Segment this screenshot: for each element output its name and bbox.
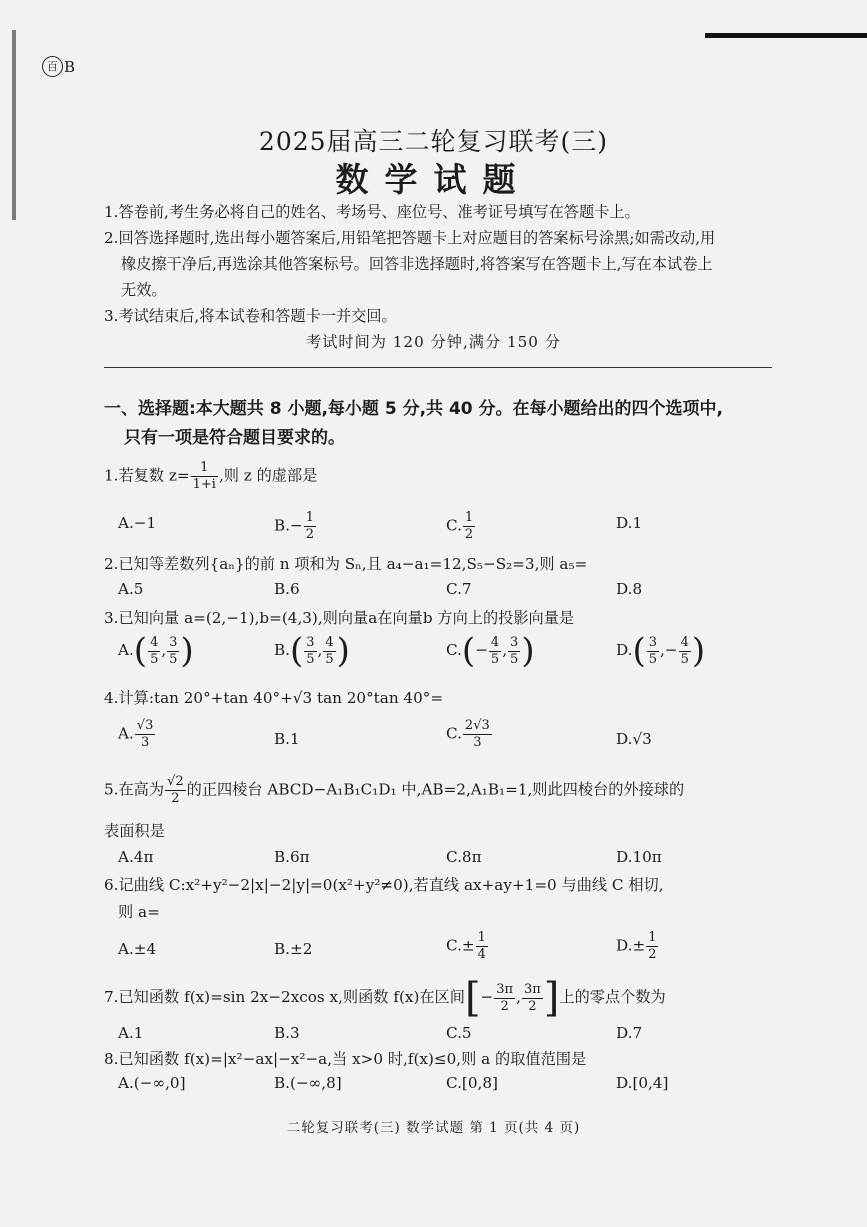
option-a[interactable]: A.±4: [118, 940, 157, 958]
question-4: 4.计算:tan 20°+tan 40°+√3 tan 20°tan 40°=: [104, 689, 444, 707]
scan-edge-top: [705, 33, 867, 38]
question-5: 5.在高为 $\frac{√2}{2}$ 的正四棱台 ABCD−A₁B₁C₁D₁ 中,AB=2,A₁B₁=1,则此四棱台的外接球的: [104, 774, 685, 806]
option-d[interactable]: D.√3: [616, 730, 652, 748]
instruction-2-end: 无效。: [121, 281, 167, 299]
option-b[interactable]: B.(−∞,8]: [274, 1074, 342, 1092]
option-d[interactable]: D.1: [616, 514, 643, 532]
instruction-2: 2.回答选择题时,选出每小题答案后,用铅笔把答题卡上对应题目的答案标号涂黑;如需改动,用: [104, 229, 716, 247]
option-b[interactable]: B.6π: [274, 848, 310, 866]
option-b[interactable]: B.6: [274, 580, 300, 598]
question-8: 8.已知函数 f(x)=|x²−ax|−x²−a,当 x>0 时,f(x)≤0,则 a 的取值范围是: [104, 1050, 587, 1068]
option-b[interactable]: B.3: [274, 1024, 300, 1042]
option-d[interactable]: D.[0,4]: [616, 1074, 669, 1092]
section-heading: [104, 395, 784, 453]
option-a[interactable]: A.4π: [118, 848, 154, 866]
option-c[interactable]: C.5: [446, 1024, 472, 1042]
option-d[interactable]: D.10π: [616, 848, 662, 866]
exam-subject: 数学试题: [335, 160, 532, 199]
divider: [104, 367, 772, 368]
option-a[interactable]: A. $\frac{√3}{3}$: [118, 718, 154, 750]
question-5-cont: 表面积是: [104, 822, 165, 840]
version-badge: [42, 56, 75, 77]
option-d[interactable]: D.± $\frac{1}{2}$: [616, 930, 657, 962]
option-b[interactable]: B.− $\frac{1}{2}$: [274, 510, 314, 542]
question-3: 3.已知向量 a=(2,−1),b=(4,3),则向量a在向量b 方向上的投影向量是: [104, 609, 575, 627]
question-7: 7.已知函数 f(x)=sin 2x−2xcos x,则函数 f(x)在区间[− $\frac{3\pi}{2}$ , $\frac{3\pi}{2}$ ]上的零点个数为: [104, 975, 666, 1021]
instruction-2-cont: 橡皮擦干净后,再选涂其他答案标号。回答非选择题时,将答案写在答题卡上,写在本试卷上: [121, 255, 713, 273]
option-c[interactable]: C. $\frac{2√3}{3}$: [446, 718, 490, 750]
option-c[interactable]: C.8π: [446, 848, 482, 866]
option-b[interactable]: B.( $\frac{3}{5}$ , $\frac{4}{5}$ ): [274, 631, 350, 671]
question-1: 1.若复数 z= $\frac{1}{1+i}$ ,则 z 的虚部是: [104, 460, 318, 492]
question-6: 6.记曲线 C:x²+y²−2|x|−2|y|=0(x²+y²≠0),若直线 ax+ay+1=0 与曲线 C 相切,: [104, 876, 664, 894]
circle-mark-icon: 百: [42, 56, 63, 77]
instructions: [104, 199, 784, 329]
option-a[interactable]: A.( $\frac{4}{5}$ , $\frac{3}{5}$ ): [118, 631, 194, 671]
option-c[interactable]: C.(− $\frac{4}{5}$ , $\frac{3}{5}$ ): [446, 631, 535, 671]
option-a[interactable]: A.1: [118, 1024, 144, 1042]
option-c[interactable]: C.[0,8]: [446, 1074, 498, 1092]
question-2: 2.已知等差数列{aₙ}的前 n 项和为 Sₙ,且 a₄−a₁=12,S₅−S₂=3,则 a₅=: [104, 555, 588, 573]
fraction: $\frac{1}{1+i}$: [192, 460, 216, 492]
version-letter: B: [64, 57, 76, 76]
option-d[interactable]: D.7: [616, 1024, 643, 1042]
section-line-2: 只有一项是符合题目要求的。: [124, 428, 345, 448]
option-c[interactable]: C.7: [446, 580, 472, 598]
option-b[interactable]: B.±2: [274, 940, 313, 958]
exam-title: 2025届高三二轮复习联考(三): [258, 127, 609, 156]
option-d[interactable]: D.( $\frac{3}{5}$ ,− $\frac{4}{5}$ ): [616, 631, 706, 671]
exam-time: 考试时间为 120 分钟,满分 150 分: [306, 333, 561, 351]
option-a[interactable]: A.(−∞,0]: [118, 1074, 186, 1092]
question-6-cont: 则 a=: [118, 903, 160, 921]
option-a[interactable]: A.−1: [118, 514, 157, 532]
option-c[interactable]: C.± $\frac{1}{4}$: [446, 930, 486, 962]
page-footer: 二轮复习联考(三) 数学试题 第 1 页(共 4 页): [286, 1120, 581, 1136]
option-b[interactable]: B.1: [274, 730, 300, 748]
instruction-1: 1.答卷前,考生务必将自己的姓名、考场号、座位号、准考证号填写在答题卡上。: [104, 203, 640, 221]
instruction-3: 3.考试结束后,将本试卷和答题卡一并交回。: [104, 307, 397, 325]
section-line-1: 一、选择题:本大题共 8 小题,每小题 5 分,共 40 分。在每小题给出的四个选项中,: [104, 399, 723, 419]
option-c[interactable]: C. $\frac{1}{2}$: [446, 510, 474, 542]
option-d[interactable]: D.8: [616, 580, 643, 598]
option-a[interactable]: A.5: [118, 580, 144, 598]
